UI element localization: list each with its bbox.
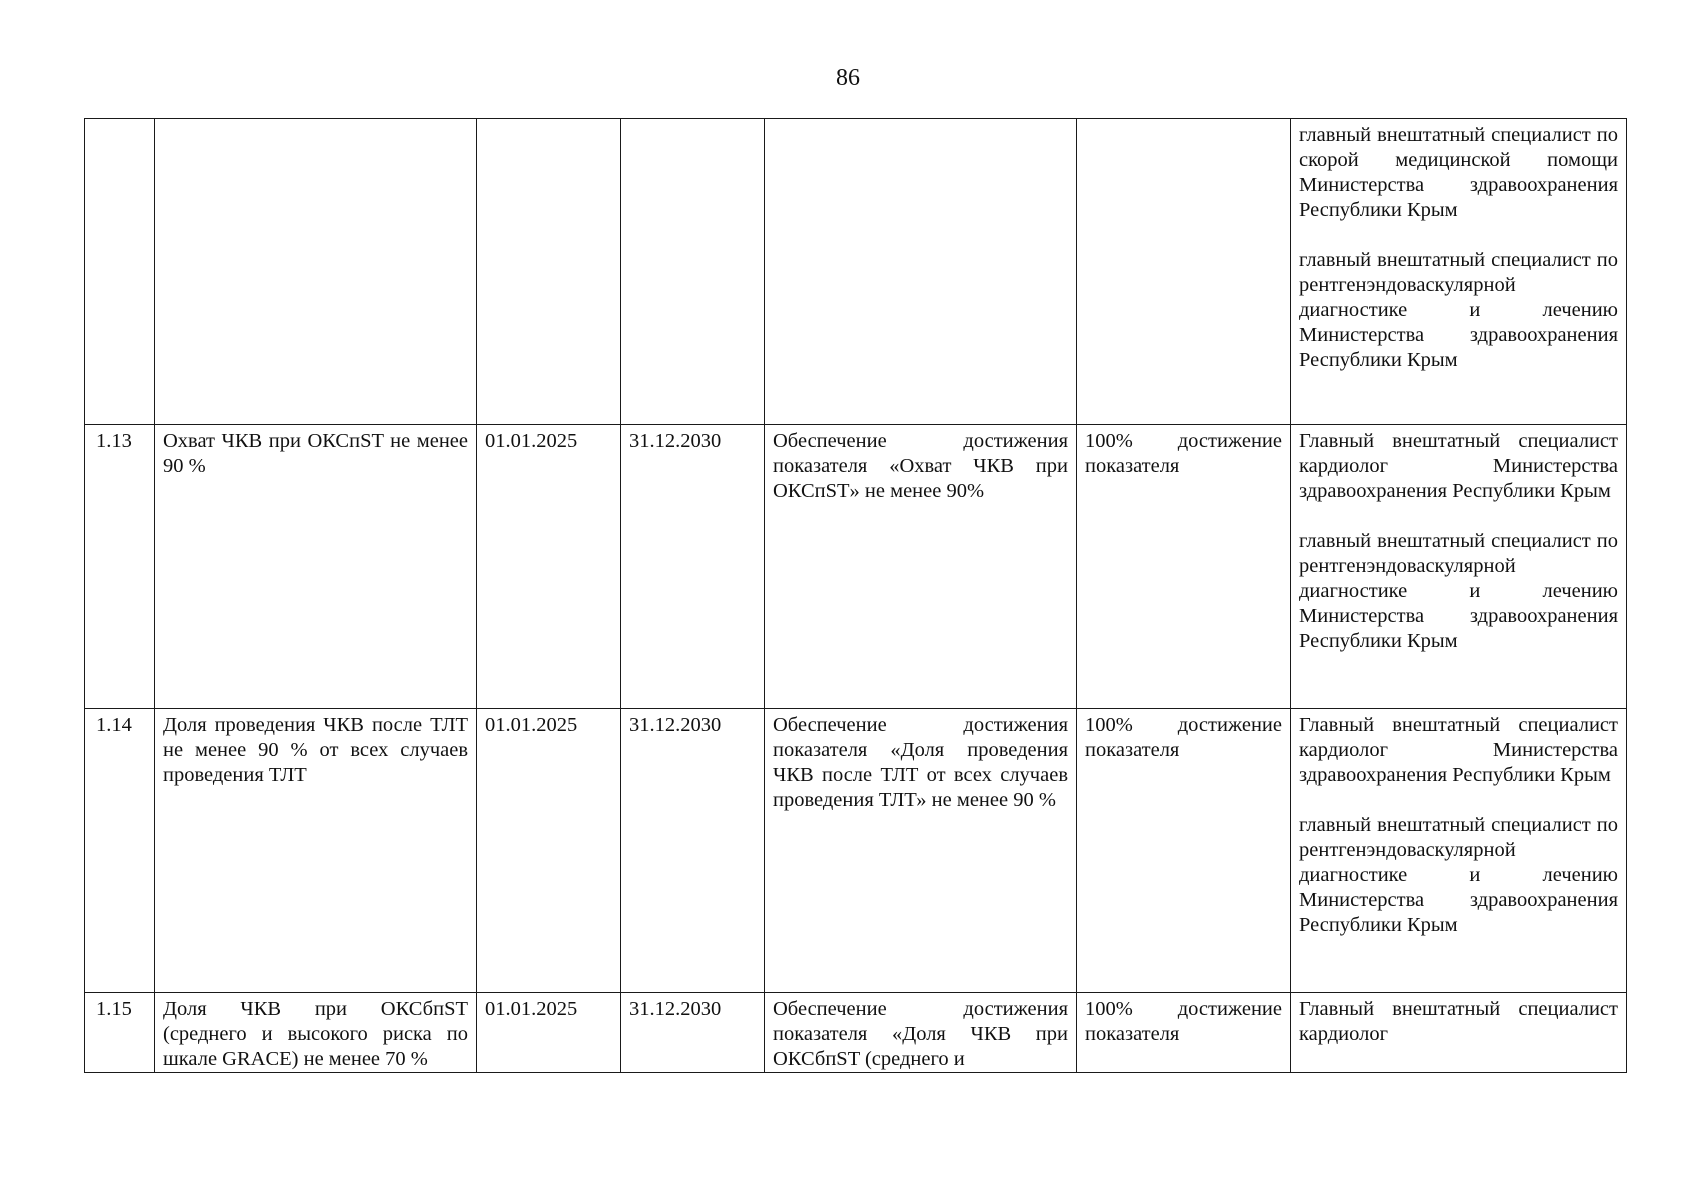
responsible-entry: главный внештатный специалист по рентгенэндоваскулярной диагностике и лечению Министерства здравоохранения Республики Крым	[1299, 530, 1618, 652]
responsible-entry: Главный внештатный специалист кардиолог	[1299, 998, 1618, 1045]
end-date-cell: 31.12.2030	[621, 709, 765, 993]
row-number-cell: 1.13	[85, 425, 155, 709]
row-number-cell: 1.14	[85, 709, 155, 993]
start-date-cell: 01.01.2025	[477, 425, 621, 709]
table-row	[85, 709, 1627, 993]
indicator-name-cell	[155, 119, 477, 425]
indicator-name-cell: Охват ЧКВ при ОКСпST не менее 90 %	[155, 425, 477, 709]
responsible-entry: Главный внештатный специалист кардиолог Министерства здравоохранения Республики Крым	[1299, 714, 1618, 786]
result-cell: 100% достижение показателя	[1077, 425, 1291, 709]
table-row	[85, 425, 1627, 709]
table-row	[85, 119, 1627, 425]
responsible-entry: главный внештатный специалист по рентгенэндоваскулярной диагностике и лечению Министерства здравоохранения Республики Крым	[1299, 814, 1618, 936]
row-number-cell	[85, 119, 155, 425]
result-cell: 100% достижение показателя	[1077, 709, 1291, 993]
row-number-cell: 1.15	[85, 993, 155, 1073]
table-row	[85, 993, 1627, 1073]
page-number: 86	[836, 65, 860, 91]
result-cell: 100% достижение показателя	[1077, 993, 1291, 1073]
description-cell	[765, 119, 1077, 425]
indicator-name-cell: Доля проведения ЧКВ после ТЛТ не менее 90 % от всех случаев проведения ТЛТ	[155, 709, 477, 993]
measures-table	[84, 118, 1627, 1073]
start-date-cell	[477, 119, 621, 425]
responsible-entry: главный внештатный специалист по рентгенэндоваскулярной диагностике и лечению Министерства здравоохранения Республики Крым	[1299, 249, 1618, 371]
responsible-entry: Главный внештатный специалист кардиолог Министерства здравоохранения Республики Крым	[1299, 430, 1618, 502]
end-date-cell	[621, 119, 765, 425]
responsible-cell	[1291, 425, 1627, 709]
end-date-cell: 31.12.2030	[621, 425, 765, 709]
description-cell: Обеспечение достижения показателя «Доля проведения ЧКВ после ТЛТ от всех случаев проведения ТЛТ» не менее 90 %	[765, 709, 1077, 993]
responsible-entry: главный внештатный специалист по скорой медицинской помощи Министерства здравоохранения Республики Крым	[1299, 124, 1618, 221]
responsible-cell	[1291, 993, 1627, 1073]
responsible-cell	[1291, 119, 1627, 425]
description-cell: Обеспечение достижения показателя «Охват ЧКВ при ОКСпST» не менее 90%	[765, 425, 1077, 709]
end-date-cell: 31.12.2030	[621, 993, 765, 1073]
start-date-cell: 01.01.2025	[477, 993, 621, 1073]
indicator-name-cell: Доля ЧКВ при ОКСбпST (среднего и высокого риска по шкале GRACE) не менее 70 %	[155, 993, 477, 1073]
description-cell: Обеспечение достижения показателя «Доля ЧКВ при ОКСбпST (среднего и	[765, 993, 1077, 1073]
start-date-cell: 01.01.2025	[477, 709, 621, 993]
responsible-cell	[1291, 709, 1627, 993]
result-cell	[1077, 119, 1291, 425]
